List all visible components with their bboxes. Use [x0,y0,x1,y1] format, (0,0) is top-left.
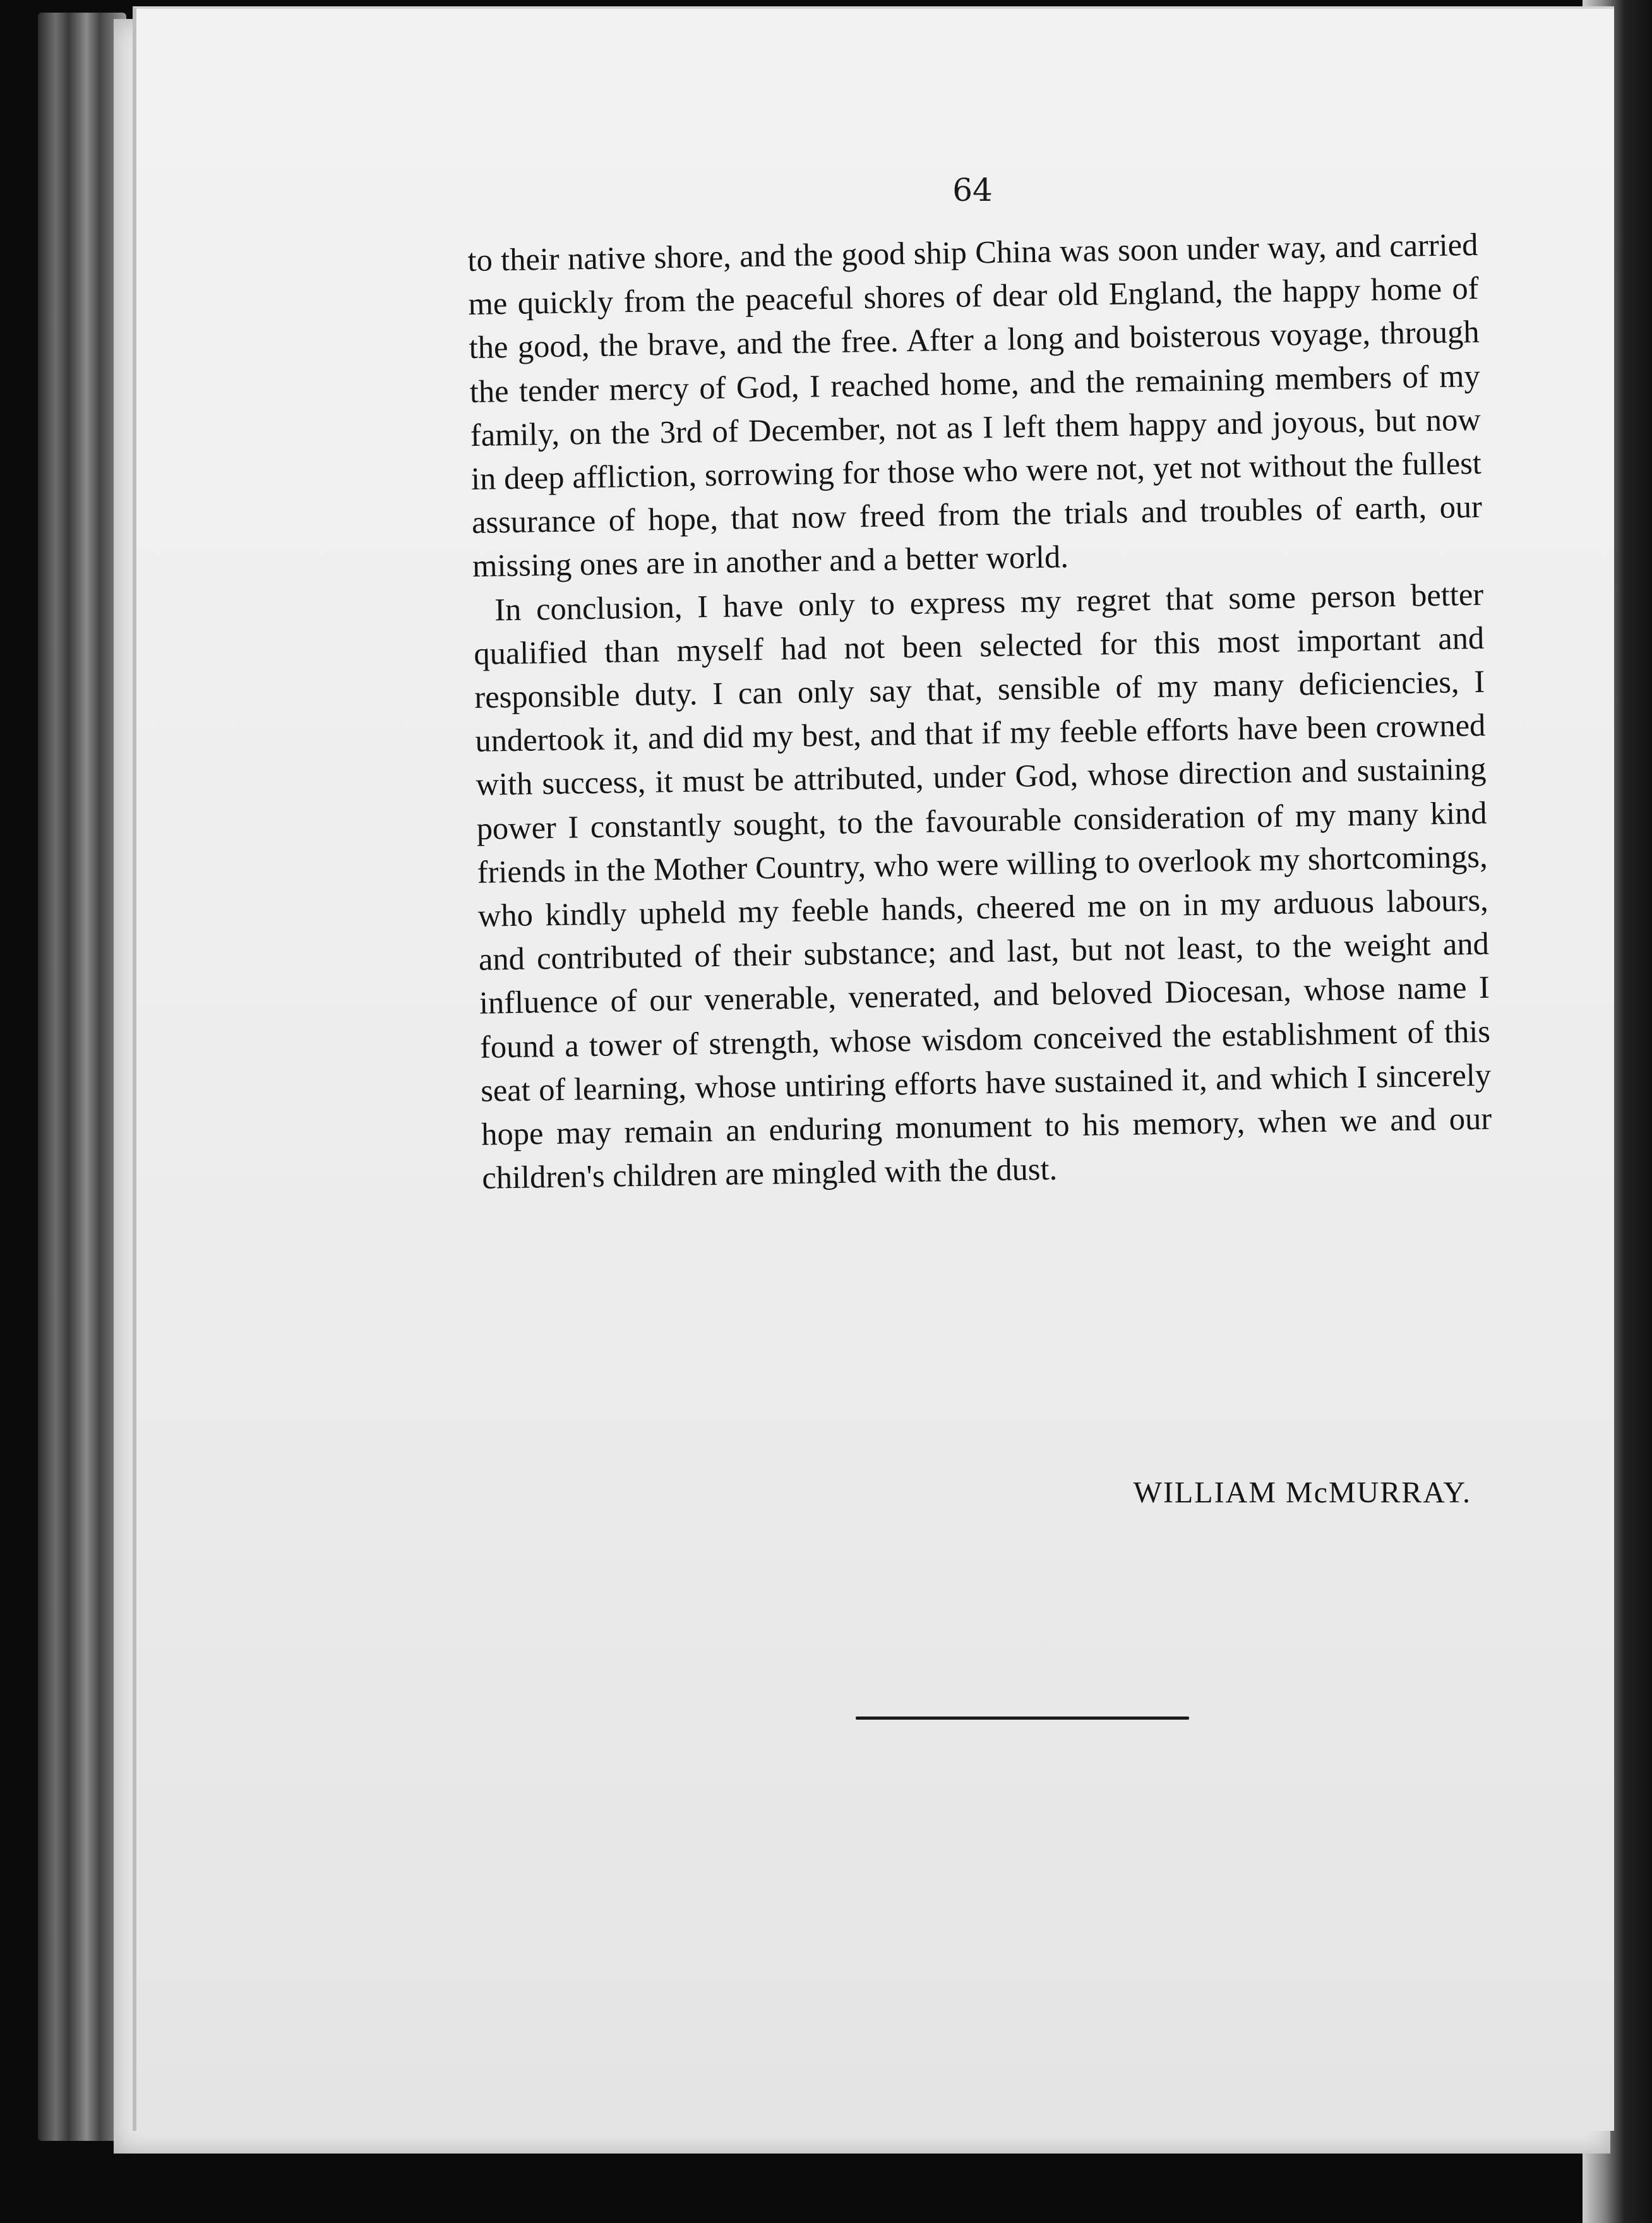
paragraph-continuation: to their native shore, and the good ship China was soon under way, and carried me quickly from the peaceful shores of dear old England, the happy home of the good, the brave, and the free. After a long and boisterous voyage, through the tender mercy of God, I reached home, and the remaining members of my family, on the 3rd of December, not as I left them happy and joyous, but now in deep affliction, sorrowing for those who were not, yet not without the fullest assurance of hope, that now freed from the trials and troubles of earth, our missing ones are in another and a better world. [467,226,1483,584]
author-signature: WILLIAM McMURRAY. [1133,1476,1471,1509]
closing-rule [856,1717,1189,1720]
body-text [467,223,1493,1200]
book-edge-left [38,13,126,2141]
paragraph-conclusion: In conclusion, I have only to express my regret that some person better qualified than myself had not been selected for this most important and responsible duty. I can only say that, sensible of my many deficiencies, I undertook it, and did my best, and that if my feeble efforts have been crowned with success, it must be attributed, under God, whose direction and sustaining power I constantly sought, to the favourable consideration of my many kind friends in the Mother Country, who were willing to overlook my shortcomings, who kindly upheld my feeble hands, cheered me on in my arduous labours, and contributed of their substance; and last, but not least, to the weight and influence of our venerable, venerated, and beloved Diocesan, whose name I found a tower of strength, whose wisdom conceived the establishment of this seat of learning, whose untiring efforts have sustained it, and which I sincerely hope may remain an enduring monument to his memory, when we and our children's children are mingled with the dust. [473,576,1492,1196]
page-number: 64 [952,172,993,208]
